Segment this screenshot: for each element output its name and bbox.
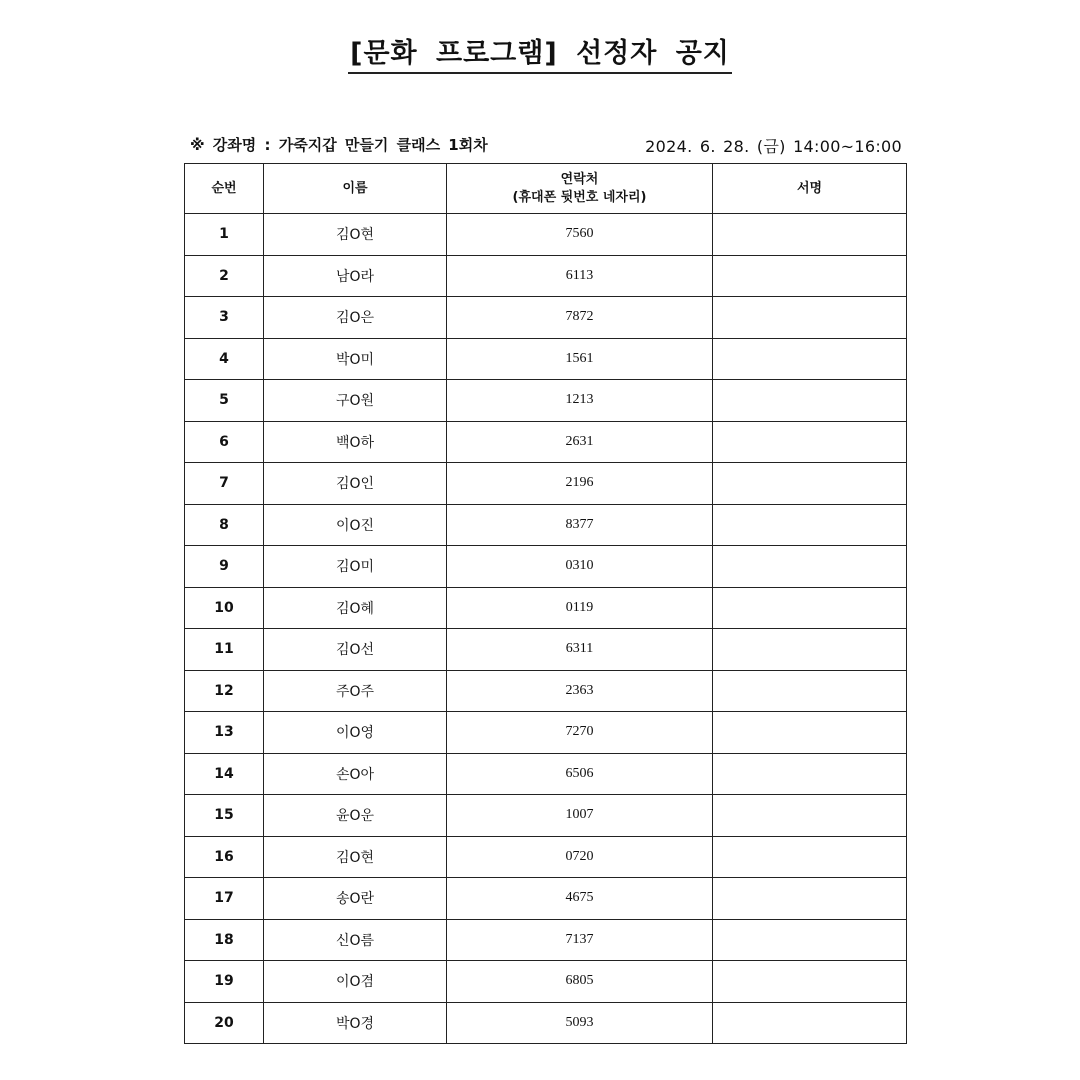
row-number: 13 bbox=[185, 712, 264, 754]
participant-name: 이O겸 bbox=[264, 961, 447, 1003]
selected-participants-table bbox=[184, 163, 907, 1044]
phone-last-four: 5093 bbox=[447, 1002, 713, 1044]
phone-last-four: 6506 bbox=[447, 753, 713, 795]
table-row bbox=[185, 338, 907, 380]
signature-cell[interactable] bbox=[713, 338, 907, 380]
table-row bbox=[185, 463, 907, 505]
participant-name: 이O진 bbox=[264, 504, 447, 546]
header-name: 이름 bbox=[264, 164, 447, 214]
table-row bbox=[185, 504, 907, 546]
phone-last-four: 2363 bbox=[447, 670, 713, 712]
row-number: 14 bbox=[185, 753, 264, 795]
row-number: 17 bbox=[185, 878, 264, 920]
row-number: 7 bbox=[185, 463, 264, 505]
row-number: 9 bbox=[185, 546, 264, 588]
signature-cell[interactable] bbox=[713, 297, 907, 339]
participant-name: 김O현 bbox=[264, 836, 447, 878]
phone-last-four: 6311 bbox=[447, 629, 713, 671]
participant-name: 김O인 bbox=[264, 463, 447, 505]
phone-last-four: 7872 bbox=[447, 297, 713, 339]
table-row bbox=[185, 961, 907, 1003]
row-number: 19 bbox=[185, 961, 264, 1003]
participant-name: 백O하 bbox=[264, 421, 447, 463]
signature-cell[interactable] bbox=[713, 1002, 907, 1044]
signature-cell[interactable] bbox=[713, 421, 907, 463]
table-row bbox=[185, 836, 907, 878]
participant-name: 김O은 bbox=[264, 297, 447, 339]
signature-cell[interactable] bbox=[713, 712, 907, 754]
table-row bbox=[185, 629, 907, 671]
course-info-row bbox=[190, 134, 902, 156]
table-row bbox=[185, 380, 907, 422]
participant-name: 구O원 bbox=[264, 380, 447, 422]
participant-name: 신O름 bbox=[264, 919, 447, 961]
table-row bbox=[185, 1002, 907, 1044]
table-row bbox=[185, 670, 907, 712]
participant-name: 박O경 bbox=[264, 1002, 447, 1044]
row-number: 10 bbox=[185, 587, 264, 629]
signature-cell[interactable] bbox=[713, 670, 907, 712]
phone-last-four: 4675 bbox=[447, 878, 713, 920]
table-row bbox=[185, 753, 907, 795]
phone-last-four: 6113 bbox=[447, 255, 713, 297]
signature-cell[interactable] bbox=[713, 753, 907, 795]
phone-last-four: 2196 bbox=[447, 463, 713, 505]
phone-last-four: 7270 bbox=[447, 712, 713, 754]
row-number: 3 bbox=[185, 297, 264, 339]
row-number: 8 bbox=[185, 504, 264, 546]
course-name: ※ 강좌명 : 가죽지갑 만들기 클래스 1회차 bbox=[190, 136, 488, 154]
signature-cell[interactable] bbox=[713, 504, 907, 546]
signature-cell[interactable] bbox=[713, 961, 907, 1003]
signature-cell[interactable] bbox=[713, 255, 907, 297]
table-row bbox=[185, 878, 907, 920]
row-number: 5 bbox=[185, 380, 264, 422]
participant-name: 박O미 bbox=[264, 338, 447, 380]
participant-name: 손O아 bbox=[264, 753, 447, 795]
phone-last-four: 7137 bbox=[447, 919, 713, 961]
participant-name: 김O현 bbox=[264, 214, 447, 256]
phone-last-four: 6805 bbox=[447, 961, 713, 1003]
participant-name: 남O라 bbox=[264, 255, 447, 297]
signature-cell[interactable] bbox=[713, 919, 907, 961]
participant-name: 김O혜 bbox=[264, 587, 447, 629]
table-row bbox=[185, 712, 907, 754]
header-signature: 서명 bbox=[713, 164, 907, 214]
signature-cell[interactable] bbox=[713, 587, 907, 629]
table-row bbox=[185, 795, 907, 837]
signature-cell[interactable] bbox=[713, 463, 907, 505]
row-number: 11 bbox=[185, 629, 264, 671]
row-number: 15 bbox=[185, 795, 264, 837]
participant-name: 김O미 bbox=[264, 546, 447, 588]
participant-name: 김O선 bbox=[264, 629, 447, 671]
phone-last-four: 1561 bbox=[447, 338, 713, 380]
phone-last-four: 1213 bbox=[447, 380, 713, 422]
phone-last-four: 8377 bbox=[447, 504, 713, 546]
course-schedule: 2024. 6. 28. (금) 14:00~16:00 bbox=[645, 137, 902, 156]
table-body bbox=[185, 214, 907, 1044]
participant-name: 이O영 bbox=[264, 712, 447, 754]
table-row bbox=[185, 255, 907, 297]
header-phone-line1: 연락처 bbox=[560, 171, 599, 187]
table-row bbox=[185, 587, 907, 629]
phone-last-four: 0119 bbox=[447, 587, 713, 629]
page-title-text: [문화 프로그램] 선정자 공지 bbox=[348, 38, 732, 74]
row-number: 6 bbox=[185, 421, 264, 463]
participant-name: 주O주 bbox=[264, 670, 447, 712]
signature-cell[interactable] bbox=[713, 546, 907, 588]
phone-last-four: 7560 bbox=[447, 214, 713, 256]
header-phone-line2: (휴대폰 뒷번호 네자리) bbox=[512, 189, 647, 205]
header-no: 순번 bbox=[185, 164, 264, 214]
signature-cell[interactable] bbox=[713, 836, 907, 878]
row-number: 16 bbox=[185, 836, 264, 878]
row-number: 4 bbox=[185, 338, 264, 380]
participant-name: 윤O운 bbox=[264, 795, 447, 837]
table-row bbox=[185, 421, 907, 463]
row-number: 1 bbox=[185, 214, 264, 256]
header-phone bbox=[447, 164, 713, 214]
signature-cell[interactable] bbox=[713, 795, 907, 837]
signature-cell[interactable] bbox=[713, 214, 907, 256]
row-number: 12 bbox=[185, 670, 264, 712]
phone-last-four: 1007 bbox=[447, 795, 713, 837]
signature-cell[interactable] bbox=[713, 878, 907, 920]
row-number: 18 bbox=[185, 919, 264, 961]
table-header-row bbox=[185, 164, 907, 214]
table-row bbox=[185, 214, 907, 256]
phone-last-four: 0310 bbox=[447, 546, 713, 588]
signature-cell[interactable] bbox=[713, 629, 907, 671]
row-number: 20 bbox=[185, 1002, 264, 1044]
row-number: 2 bbox=[185, 255, 264, 297]
table-row bbox=[185, 919, 907, 961]
participant-name: 송O란 bbox=[264, 878, 447, 920]
signature-cell[interactable] bbox=[713, 380, 907, 422]
table-row bbox=[185, 297, 907, 339]
page-title bbox=[0, 38, 1080, 74]
phone-last-four: 0720 bbox=[447, 836, 713, 878]
phone-last-four: 2631 bbox=[447, 421, 713, 463]
table-row bbox=[185, 546, 907, 588]
